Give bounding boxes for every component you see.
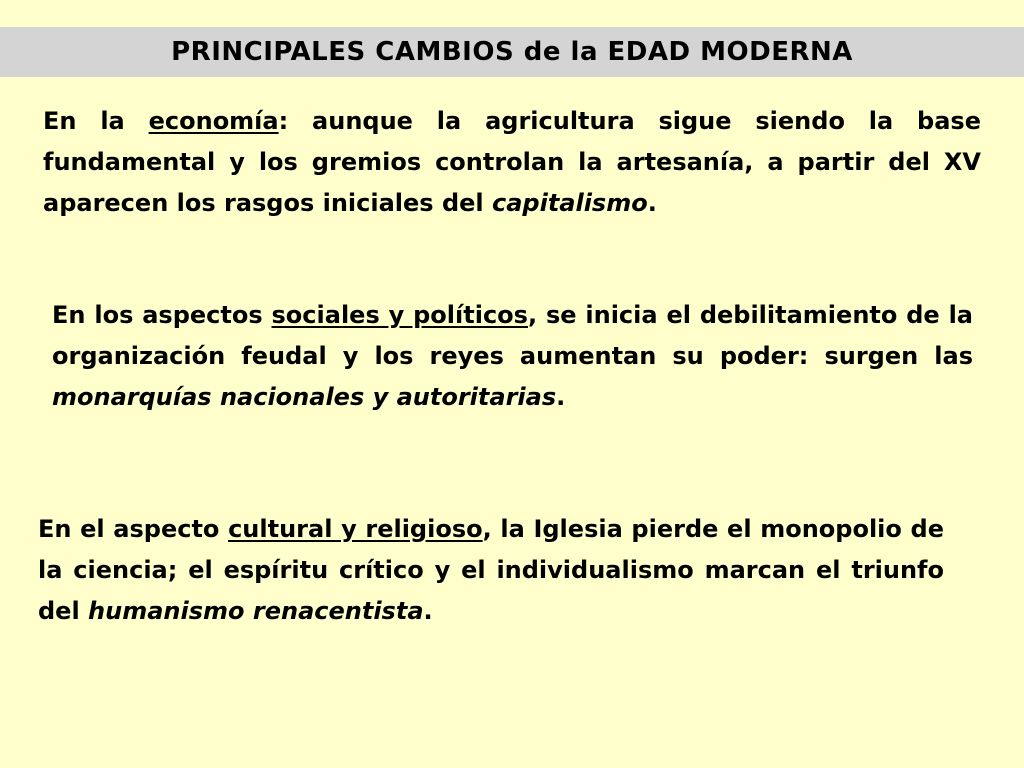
paragraph-intro: En la <box>43 107 149 135</box>
topic-cultural-religious: cultural y religioso <box>228 515 483 543</box>
paragraph-body: , se inicia el debilitamiento de la organización feudal y los reyes aumentan su poder: surgen las <box>52 301 973 370</box>
term-monarchies: monarquías nacionales y autoritarias <box>52 383 557 411</box>
slide-title: PRINCIPALES CAMBIOS de la EDAD MODERNA <box>171 37 853 67</box>
paragraph-intro: En los aspectos <box>52 301 272 329</box>
paragraph-end: . <box>647 189 657 217</box>
paragraph-cultural-religious <box>38 509 944 632</box>
paragraph-end: . <box>556 383 566 411</box>
topic-social-political: sociales y políticos <box>271 301 528 329</box>
term-capitalism: capitalismo <box>491 189 648 217</box>
paragraph-social-political <box>52 295 973 418</box>
paragraph-economy <box>43 101 981 224</box>
paragraph-end: . <box>423 597 433 625</box>
term-humanism: humanismo renacentista <box>88 597 424 625</box>
paragraph-body: , la Iglesia pierde el monopolio de la ciencia; el espíritu crítico y el individualismo marcan el triunfo del <box>38 515 944 625</box>
title-bar <box>0 27 1024 77</box>
topic-economy: economía <box>148 107 279 135</box>
paragraph-intro: En el aspecto <box>38 515 229 543</box>
paragraph-body: : aunque la agricultura sigue siendo la base fundamental y los gremios controlan la artesanía, a partir del XV aparecen los rasgos iniciales del <box>43 107 981 217</box>
